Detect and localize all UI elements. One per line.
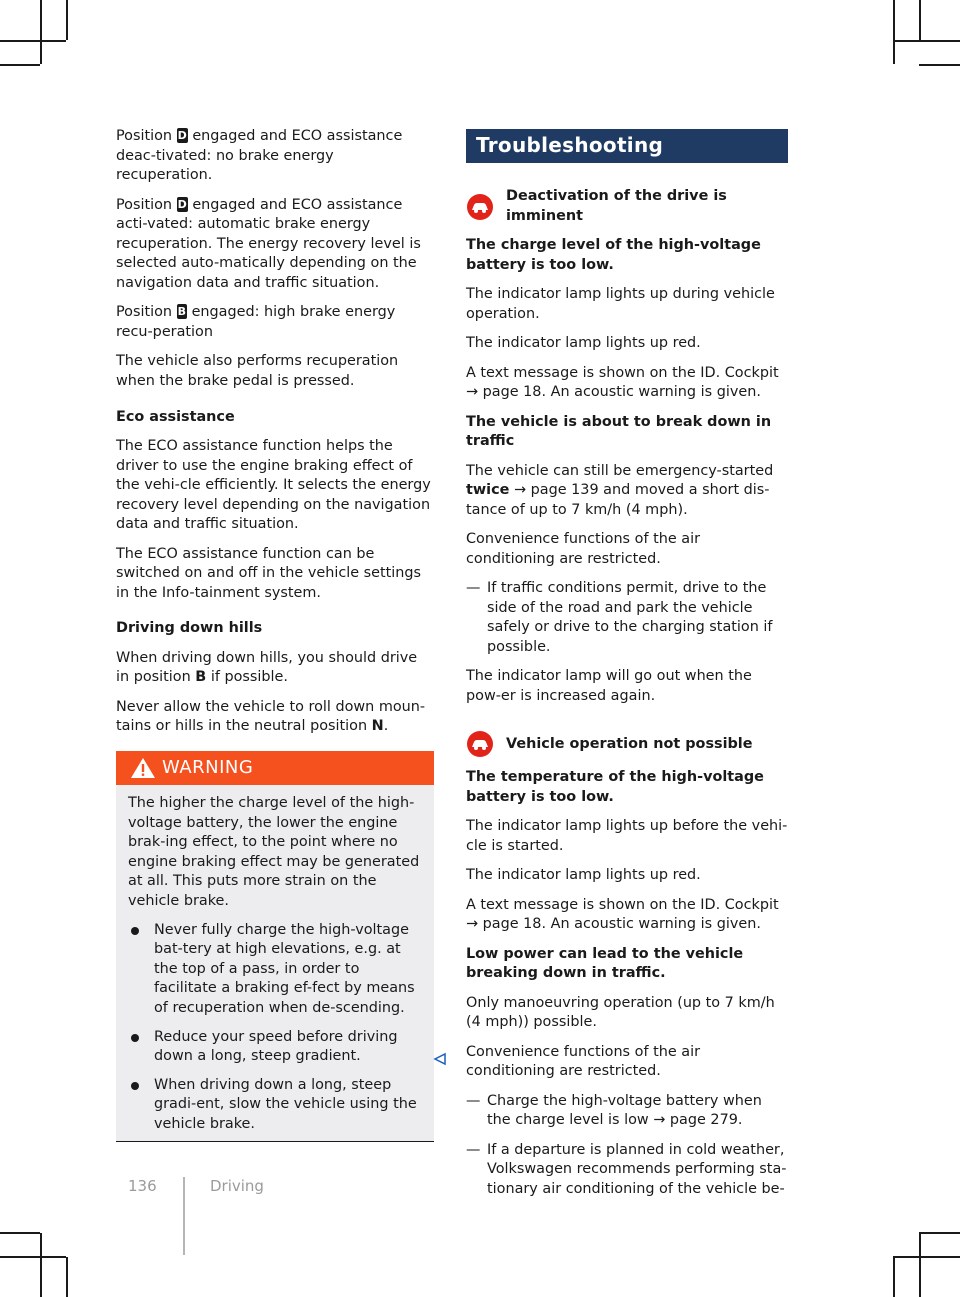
paragraph: The vehicle can still be emergency-started twice → page 139 and moved a short dis-tance of up to 7 km/h (4 mph). (466, 462, 774, 518)
section-end-triangle-icon (433, 1052, 447, 1066)
paragraph: Never allow the vehicle to roll down moun-tains or hills in the neutral position N. (116, 698, 426, 735)
paragraph: The indicator lamp lights up during vehicle operation. (466, 286, 775, 322)
crop-mark (40, 1233, 42, 1297)
crop-mark (0, 40, 66, 42)
subsection-heading: Deactivation of the drive is imminent (466, 187, 788, 226)
gear-position-b-icon: B (177, 305, 186, 319)
paragraph: The indicator lamp lights up red. (466, 335, 701, 352)
subsection-heading: Vehicle operation not possible (466, 730, 788, 758)
paragraph: Position D engaged and ECO assistance deac-tivated: no brake energy recuperation. (116, 128, 403, 184)
warning-body (116, 785, 434, 1135)
paragraph: The vehicle also performs recuperation when the brake pedal is pressed. (116, 353, 399, 389)
right-column (466, 129, 788, 1209)
paragraph: A text message is shown on the ID. Cockpit → page 18. An acoustic warning is given. (466, 896, 779, 933)
crop-mark (919, 0, 921, 40)
paragraph: The ECO assistance function helps the driver to use the engine braking effect of the vehi-cle efficiently. It selects the energy recovery level depending on the navigation data and traffic situation. (116, 437, 431, 533)
gear-position-d-icon: D (177, 197, 187, 211)
warning-header (116, 751, 434, 785)
cause-text: The charge level of the high-voltage battery is too low. (466, 237, 761, 273)
paragraph: Convenience functions of the air conditioning are restricted. (466, 531, 701, 567)
paragraph: When driving down hills, you should drive in position B if possible. (116, 649, 418, 686)
warning-triangle-icon (130, 757, 156, 779)
footer-section-name: Driving (210, 1177, 264, 1195)
crop-mark (893, 40, 960, 42)
warning-box (116, 751, 434, 1142)
paragraph: The indicator lamp will go out when the pow-er is increased again. (466, 668, 752, 704)
bold-statement: Low power can lead to the vehicle breaking down in traffic. (466, 945, 744, 982)
paragraph: Position D engaged and ECO assistance acti-vated: automatic brake energy recuperation. The energy recovery level is selected auto-matically depending on the navigation data and traffic situation. (116, 196, 421, 291)
paragraph: The indicator lamp lights up red. (466, 867, 701, 884)
crop-mark (0, 1232, 40, 1234)
crop-mark (919, 1233, 921, 1297)
vehicle-indicator-lamp-icon (466, 730, 494, 758)
cross-reference-arrow-icon: → (466, 384, 479, 401)
crop-mark (40, 0, 42, 64)
paragraph: The indicator lamp lights up before the vehi-cle is started. (466, 818, 788, 855)
paragraph: Only manoeuvring operation (up to 7 km/h (4 mph)) possible. (466, 994, 775, 1031)
crop-mark (893, 1257, 895, 1297)
action-step: — Charge the high-voltage battery when the charge level is low → page 279. (466, 1092, 788, 1131)
cross-reference-arrow-icon: → (513, 482, 527, 499)
paragraph: A text message is shown on the ID. Cockpit → page 18. An acoustic warning is given. (466, 364, 779, 401)
crop-mark (919, 1232, 960, 1234)
gear-position-d-icon: D (177, 129, 187, 142)
crop-mark (893, 1256, 960, 1258)
warning-bullet: Reduce your speed before driving down a long, steep gradient. (128, 1028, 422, 1067)
paragraph: Position B engaged: high brake energy recu-peration (116, 304, 396, 340)
page-number: 136 (128, 1177, 157, 1195)
cross-reference-arrow-icon: → (653, 1112, 666, 1129)
cross-reference-arrow-icon: → (466, 916, 479, 933)
driving-down-hills-heading: Driving down hills (116, 620, 263, 637)
action-step: — If traffic conditions permit, drive to the side of the road and park the vehicle safely or drive to the charging station if possible. (466, 579, 788, 657)
eco-assistance-heading: Eco assistance (116, 408, 235, 425)
warning-bullet: When driving down a long, steep gradi-ent, slow the vehicle using the vehicle brake. (128, 1076, 422, 1135)
crop-mark (893, 0, 895, 64)
left-column (116, 127, 434, 1142)
footer-divider (183, 1177, 185, 1255)
warning-bullet: Never fully charge the high-voltage bat-tery at high elevations, e.g. at the top of a pass, in order to facilitate a braking ef-fect by means of recuperation when de-scending. (128, 921, 422, 1019)
warning-title: WARNING (162, 757, 254, 779)
paragraph: The ECO assistance function can be switched on and off in the vehicle settings in the Info-tainment system. (116, 545, 422, 601)
warning-text: The higher the charge level of the high-voltage battery, the lower the engine brak-ing effect, to the point where no engine braking effect may be generated at all. This puts more strain on the vehicle brake. (128, 795, 420, 909)
crop-mark (0, 1256, 66, 1258)
paragraph: Convenience functions of the air conditioning are restricted. (466, 1043, 701, 1080)
vehicle-indicator-lamp-icon (466, 193, 494, 221)
section-title: Troubleshooting (466, 129, 788, 163)
crop-mark (0, 64, 40, 66)
bold-statement: The vehicle is about to break down in traffic (466, 413, 772, 450)
cause-text: The temperature of the high-voltage battery is too low. (466, 769, 764, 806)
crop-mark (66, 0, 68, 40)
action-step: — If a departure is planned in cold weather, Volkswagen recommends performing sta-tionary air conditioning of the vehicle be- (466, 1141, 788, 1200)
crop-mark (919, 64, 960, 66)
crop-mark (66, 1257, 68, 1297)
